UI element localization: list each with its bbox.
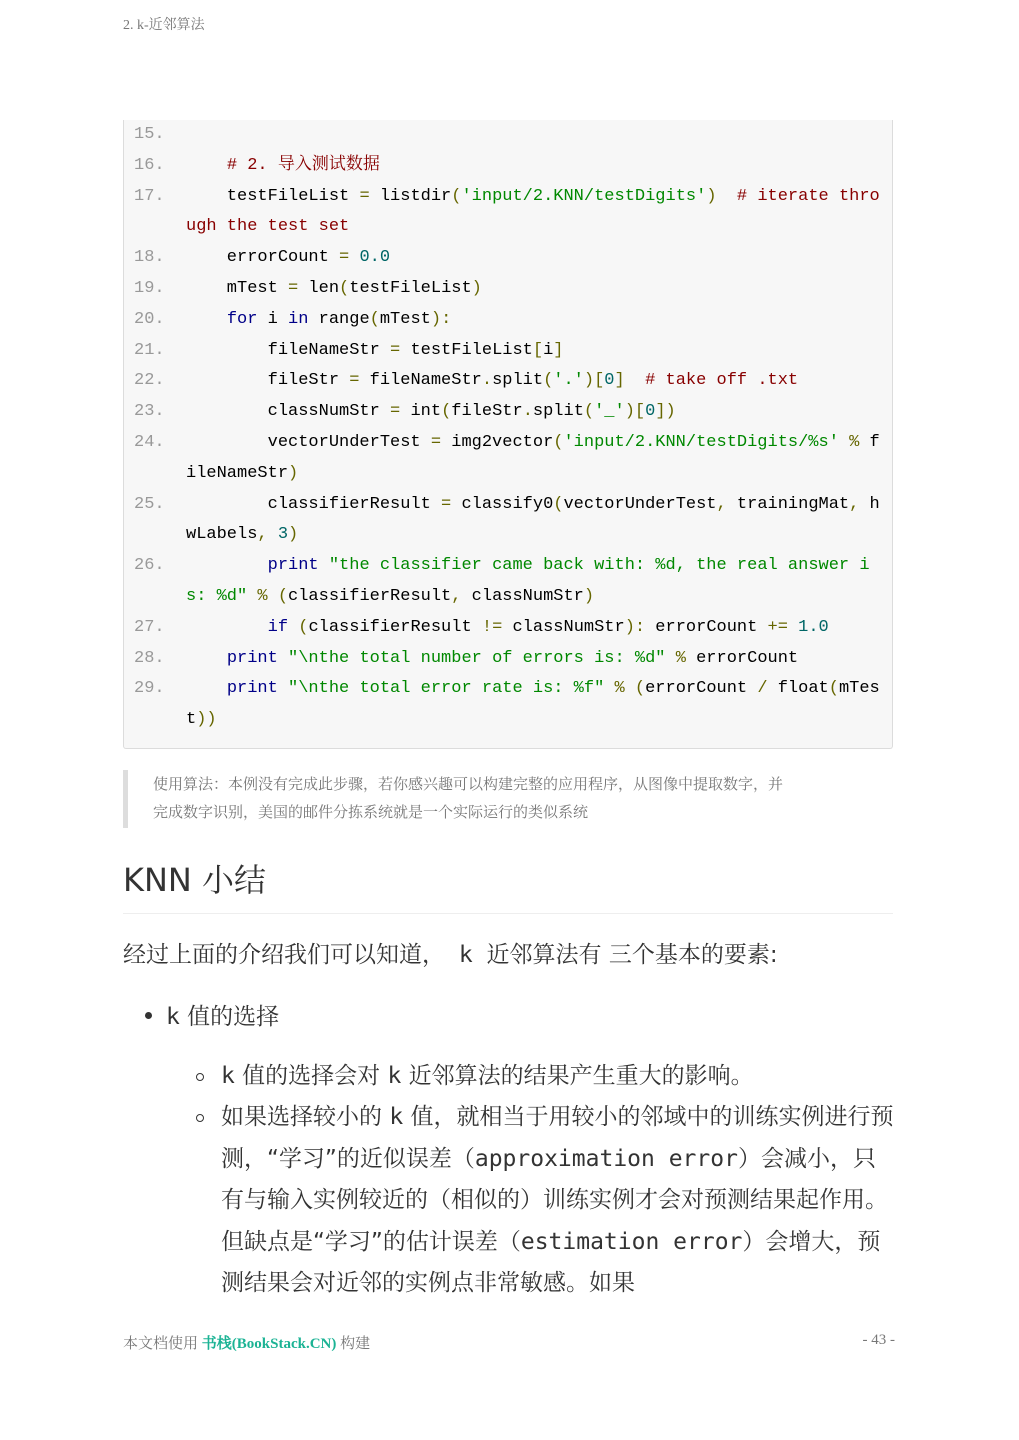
line-number: 22.: [134, 371, 165, 391]
note-line-1: 使用算法：本例没有完成此步骤，若你感兴趣可以构建完整的应用程序，从图像中提取数字，并: [153, 775, 784, 793]
intro-text-b: 近邻算法有 三个基本的要素:: [486, 942, 778, 968]
page-number: - 43 -: [862, 1332, 895, 1348]
sub-list-item-1: [196, 1056, 896, 1098]
code-line: 26. print "the classifier came back with: %d, the real answer is: %d" % (classifierResult, classNumStr): [134, 551, 884, 613]
line-number: 15.: [134, 125, 165, 144]
footer-brand-link[interactable]: 书栈(BookStack.CN): [201, 1336, 337, 1352]
line-number: 28.: [134, 648, 165, 668]
footer-suffix: 构建: [336, 1336, 371, 1352]
code-line: 22. fileStr = fileNameStr.split('.')[0] # take off .txt: [134, 366, 884, 397]
intro-k: k: [445, 942, 487, 968]
code-line: 19. mTest = len(testFileList): [134, 274, 884, 305]
code-line: [134, 120, 884, 151]
code-listing: [134, 120, 884, 736]
line-number: 19.: [134, 278, 165, 298]
intro-paragraph: [123, 936, 778, 969]
circle-bullet-icon: [196, 1073, 204, 1081]
line-number: 25.: [134, 494, 165, 514]
intro-text-a: 经过上面的介绍我们可以知道，: [123, 942, 445, 968]
code-line: 25. classifierResult = classify0(vectorUnderTest, trainingMat, hwLabels, 3): [134, 490, 884, 552]
line-number: 16.: [134, 155, 165, 175]
code-line: 21. fileNameStr = testFileList[i]: [134, 336, 884, 367]
bullet-text: 值的选择: [179, 1004, 280, 1030]
sub2-k: k: [389, 1104, 404, 1130]
line-number: 17.: [134, 186, 165, 206]
code-line: 27. if (classifierResult != classNumStr): errorCount += 1.0: [134, 613, 884, 644]
code-line: 28. print "\nthe total number of errors is: %d" % errorCount: [134, 644, 884, 675]
line-number: 26.: [134, 556, 165, 576]
section-title: KNN 小结: [123, 855, 893, 914]
line-number: 18.: [134, 248, 165, 268]
sub1-k: k: [221, 1063, 235, 1089]
breadcrumb: 2. k-近邻算法: [123, 18, 205, 33]
circle-bullet-icon: [196, 1114, 204, 1122]
line-number: 27.: [134, 617, 165, 637]
sub1-text-b: 近邻算法的结果产生重大的影响。: [401, 1063, 754, 1089]
sub2-term-estimation: estimation error: [520, 1228, 743, 1255]
list-item-k-choice: [145, 998, 279, 1031]
code-line: 17. testFileList = listdir('input/2.KNN/testDigits') # iterate through the test set: [134, 182, 884, 244]
code-line: 24. vectorUnderTest = img2vector('input/2.KNN/testDigits/%s' % fileNameStr): [134, 428, 884, 490]
code-line: 29. print "\nthe total error rate is: %f" % (errorCount / float(mTest)): [134, 674, 884, 736]
line-number: 24.: [134, 432, 165, 452]
code-line: 18. errorCount = 0.0: [134, 243, 884, 274]
sub2-text-c: ）会减小，只有与输入实例较近的（相似的）训练实例才会对预测结果起作用。但缺点是“学习”的估计误差（: [221, 1145, 888, 1255]
code-line: 16. # 2. 导入测试数据: [134, 151, 884, 182]
line-number: 20.: [134, 309, 165, 329]
note-line-2: 完成数字识别，美国的邮件分拣系统就是一个实际运行的类似系统: [153, 803, 589, 821]
footer-prefix: 本文档使用: [123, 1336, 202, 1352]
sub1-text-a: 值的选择会对: [234, 1063, 388, 1089]
code-block: [123, 120, 893, 749]
sub1-k2: k: [387, 1063, 402, 1089]
line-number: 21.: [134, 340, 165, 360]
code-line: 23. classNumStr = int(fileStr.split('_')[0]): [134, 397, 884, 428]
code-line: 20. for i in range(mTest):: [134, 305, 884, 336]
line-number: 29.: [134, 679, 165, 699]
line-number: 23.: [134, 402, 165, 422]
sub-list-item-2: [196, 1097, 896, 1305]
footer-credit: [123, 1332, 370, 1353]
note-blockquote: [123, 770, 893, 828]
sub2-text-d: ）会增大，预测结果会对近邻的实例点非常敏感。如果: [221, 1228, 881, 1296]
sub2-text-b: 值，就相当于用较小的邻域中的训练实例进行预测，“学习”的近似误差（: [221, 1104, 894, 1172]
sub2-term-approximation: approximation error: [474, 1145, 738, 1172]
bullet-k: k: [166, 1004, 180, 1030]
bullet-dot-icon: [145, 1012, 152, 1019]
sub2-text-a: 如果选择较小的: [221, 1104, 390, 1130]
